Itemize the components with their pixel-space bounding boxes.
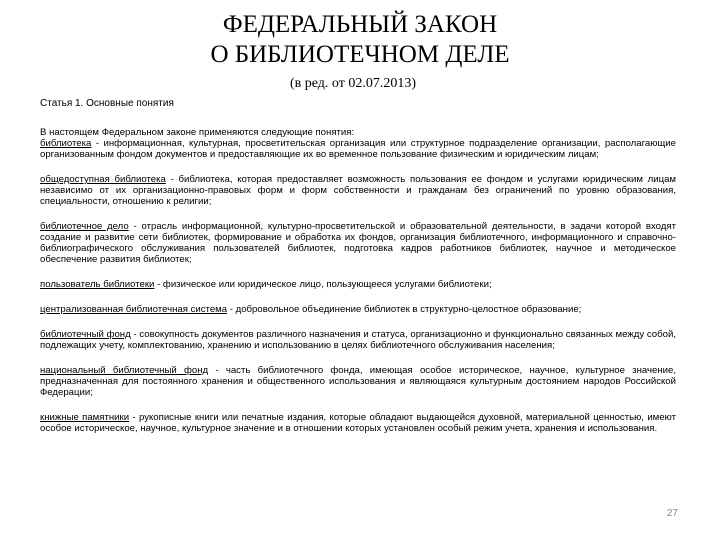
title-line-1: ФЕДЕРАЛЬНЫЙ ЗАКОН: [222, 11, 498, 38]
definition-text: - отрасль информационной, культурно-просветительской и образовательной деятельности, в задачи которой входят создание и развитие сети библиотек, формирование и обработка их фондов, организация библиотечного, информационного и справочно-библиографического обслуживания пользователей библиотек, подготовка кадров работников библиотек, научное и методическое обеспечение развития библиотек;: [40, 221, 676, 265]
definition-text: - библиотека, которая предоставляет возможность пользования ее фондом и услугами юридическим лицам независимо от их организационно-правовых форм и форм собственности и гражданам без ограничений по уровню образования, специальности, отношению к религии;: [40, 174, 676, 207]
definition-item: [40, 304, 676, 315]
definition-term: национальный библиотечный фонд: [40, 365, 209, 376]
page-number: 27: [666, 508, 678, 519]
definition-term: книжные памятники: [40, 412, 130, 423]
edition-note: (в ред. от 02.07.2013): [290, 76, 417, 91]
definition-term: библиотечный фонд: [40, 329, 131, 340]
definition-text: - рукописные книги или печатные издания, которые обладают выдающейся духовной, материальной ценностью, имеют особое историческое, научное, культурное значение и в отношении которых установлен особый режим учета, хранения и использования.: [40, 412, 676, 434]
definition-item: [40, 365, 676, 398]
definition-text: - добровольное объединение библиотек в структурно-целостное образование;: [227, 304, 582, 315]
definition-text: - информационная, культурная, просветительская организация или структурное подразделение организации, располагающие организованным фондом документов и предоставляющие их во временное пользование физическим и юридическим лицам;: [40, 138, 676, 160]
definition-text: - физическое или юридическое лицо, пользующееся услугами библиотеки;: [154, 279, 492, 290]
page-title: [0, 10, 720, 70]
definition-text: - часть библиотечного фонда, имеющая особое историческое, научное, культурное значение, предназначенная для постоянного хранения и общественного использования и являющаяся культурным достоянием народов Российской Федерации;: [40, 365, 676, 398]
definition-item: [40, 174, 676, 207]
definition-item: [40, 138, 676, 160]
definition-term: пользователь библиотеки: [40, 279, 155, 290]
definition-term: библиотека: [40, 138, 92, 149]
definition-item: [40, 329, 676, 351]
title-line-2: О БИБЛИОТЕЧНОМ ДЕЛЕ: [210, 41, 510, 68]
definition-item: [40, 279, 676, 290]
definition-item: [40, 412, 676, 434]
definitions-body: [40, 127, 676, 434]
article-heading: Статья 1. Основные понятия: [40, 98, 174, 109]
intro-text: В настоящем Федеральном законе применяются следующие понятия:: [40, 127, 355, 138]
definition-term: централизованная библиотечная система: [40, 304, 228, 315]
definition-term: библиотечное дело: [40, 221, 129, 232]
definition-text: - совокупность документов различного назначения и статуса, организационно и функционально связанных между собой, подлежащих учету, комплектованию, хранению и использованию в целях библиотечного обслуживания населения;: [40, 329, 676, 351]
definition-term: общедоступная библиотека: [40, 174, 166, 185]
definition-item: [40, 221, 676, 265]
